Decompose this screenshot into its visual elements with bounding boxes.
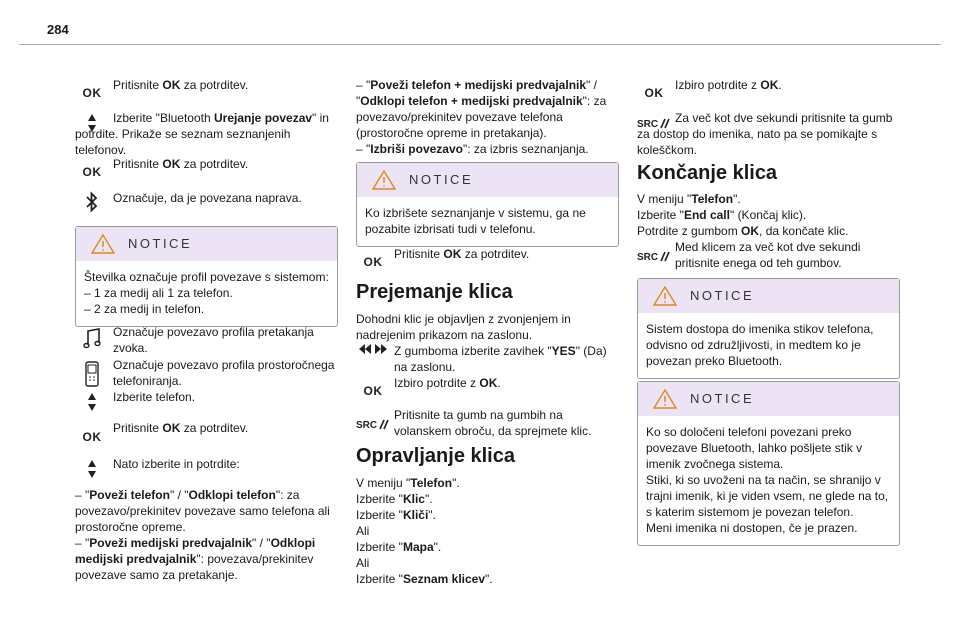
notice-box — [637, 381, 900, 546]
step-confirm-ok: OK Izbiro potrdite z OK. — [637, 77, 903, 93]
src-button-icon — [637, 116, 671, 134]
left-right-arrows-icon — [356, 343, 390, 359]
ok-button-icon: OK — [363, 384, 383, 398]
section-heading-ending-call: Končanje klica — [637, 162, 778, 184]
notice-title: NOTICE — [690, 391, 755, 406]
warning-icon — [653, 286, 677, 306]
audio-streaming-info: Označuje povezavo profila pretakanja zvoka. — [75, 324, 341, 356]
ok-button-icon: OK — [82, 430, 102, 444]
up-down-arrows-icon — [75, 393, 109, 411]
step-select-yes: Z gumboma izberite zavihek "YES" (Da) na zaslonu. — [356, 343, 622, 375]
section-heading-receiving-call: Prejemanje klica — [356, 281, 513, 303]
warning-icon — [372, 170, 396, 190]
step-press-ok: OK Pritisnite OK za potrditev. — [75, 156, 341, 172]
list-item: – "Poveži telefon" / "Odklopi telefon": za povezavo/prekinitev povezave samo telefona ali prostoročne opreme. — [75, 488, 330, 534]
notice-header — [76, 227, 337, 261]
contacts-access-info: SRC Za več kot dve sekundi pritisnite ta gumb za dostop do imenika, nato pa se pomikajte s koleščkom. — [637, 111, 893, 157]
header-divider — [19, 44, 941, 45]
step-select-bluetooth — [75, 110, 341, 158]
notice-box — [637, 278, 900, 379]
svg-text:SRC: SRC — [356, 420, 378, 431]
ending-call-steps: V meniju "Telefon". Izberite "End call" (Končaj klic). Potrdite z gumbom OK, da končate klic. — [637, 192, 849, 238]
list-item: – "Izbriši povezavo": za izbris seznanjanja. — [356, 142, 589, 156]
ok-button-icon: OK — [644, 86, 664, 100]
up-down-arrows-icon — [75, 114, 109, 132]
step-select-phone: Izberite telefon. — [75, 389, 341, 405]
section-heading-making-call: Opravljanje klica — [356, 445, 515, 467]
list-item: – "Poveži medijski predvajalnik" / "Odklopi medijski predvajalnik": povezava/prekinitev povezave samo za pretakanje. — [75, 536, 316, 582]
notice-text: Ko so določeni telefoni povezani preko povezave Bluetooth, lahko pošljete stik v imenik zvočnega sistema. Stiki, ki so uvoženi na ta način, se shranijo v trajni imenik, ki je viden vsem, ne glede na to, s katerim sistemom je povezan telefon. Meni imenika ni dostopen, če je prazen. — [646, 425, 889, 535]
ok-button-icon: OK — [363, 255, 383, 269]
step-confirm-ok: OK Izbiro potrdite z OK. — [356, 375, 622, 391]
bluetooth-connected-info: Označuje, da je povezana naprava. — [75, 190, 341, 206]
notice-box — [356, 162, 619, 247]
notice-header — [638, 279, 899, 313]
bluetooth-icon — [75, 191, 109, 217]
step-text: Izberite "Bluetooth Urejanje povezav" in potrdite. Prikaže se seznam seznanjenih telefonov. — [75, 111, 329, 157]
connection-options-list — [75, 487, 341, 583]
src-button-icon — [637, 249, 671, 267]
paragraph: Dohodni klic je objavljen z zvonjenjem in nadrejenim prikazom na zaslonu. — [356, 312, 571, 342]
svg-text:SRC: SRC — [637, 252, 659, 263]
notice-text: Številka označuje profil povezave s sistemom: – 1 za medij ali 1 za telefon. – 2 za medij in telefon. — [84, 270, 329, 316]
notice-text: Ko izbrišete seznanjanje v sistemu, ga ne pozabite izbrisati tudi v telefonu. — [365, 206, 586, 236]
list-item: – "Poveži telefon + medijski predvajalnik" / "Odklopi telefon + medijski predvajalnik": za povezavo/prekinitev povezave telefona (prostoročne opreme in pretakanja). — [356, 78, 607, 140]
step-press-ok: OK Pritisnite OK za potrditev. — [75, 420, 341, 436]
notice-box — [75, 226, 338, 327]
ok-button-icon: OK — [82, 165, 102, 179]
warning-icon — [91, 234, 115, 254]
step-press-ok: OK Pritisnite OK za potrditev. — [356, 246, 622, 262]
up-down-arrows-icon — [75, 460, 109, 478]
ok-button-icon: OK — [82, 86, 102, 100]
notice-title: NOTICE — [409, 172, 474, 187]
notice-title: NOTICE — [128, 236, 193, 251]
warning-icon — [653, 389, 677, 409]
phone-handset-icon — [75, 361, 109, 391]
notice-header — [638, 382, 899, 416]
src-button-icon — [356, 417, 390, 435]
step-select-confirm: Nato izberite in potrdite: — [75, 456, 341, 472]
notice-text: Sistem dostopa do imenika stikov telefona, odvisno od združljivosti, in medtem ko je povezan preko Bluetooth. — [646, 322, 874, 368]
handsfree-info: Označuje povezavo profila prostoročnega telefoniranja. — [75, 357, 341, 389]
svg-text:SRC: SRC — [637, 119, 659, 130]
page-number: 284 — [47, 22, 69, 37]
step-press-ok — [75, 77, 341, 100]
notice-header — [357, 163, 618, 197]
connection-options-list — [356, 77, 622, 157]
steering-wheel-answer-info: SRC Pritisnite ta gumb na gumbih na volanskem obroču, da sprejmete klic. — [356, 408, 592, 438]
step-text: Pritisnite OK za potrditev. — [113, 78, 249, 92]
making-call-steps: V meniju "Telefon". Izberite "Klic". Izberite "Kliči". Ali Izberite "Mapa". Ali Izberite "Seznam klicev". — [356, 476, 493, 586]
notice-title: NOTICE — [690, 288, 755, 303]
music-note-icon — [75, 328, 109, 354]
end-call-info: SRC Med klicem za več kot dve sekundi pritisnite enega od teh gumbov. — [637, 240, 861, 270]
